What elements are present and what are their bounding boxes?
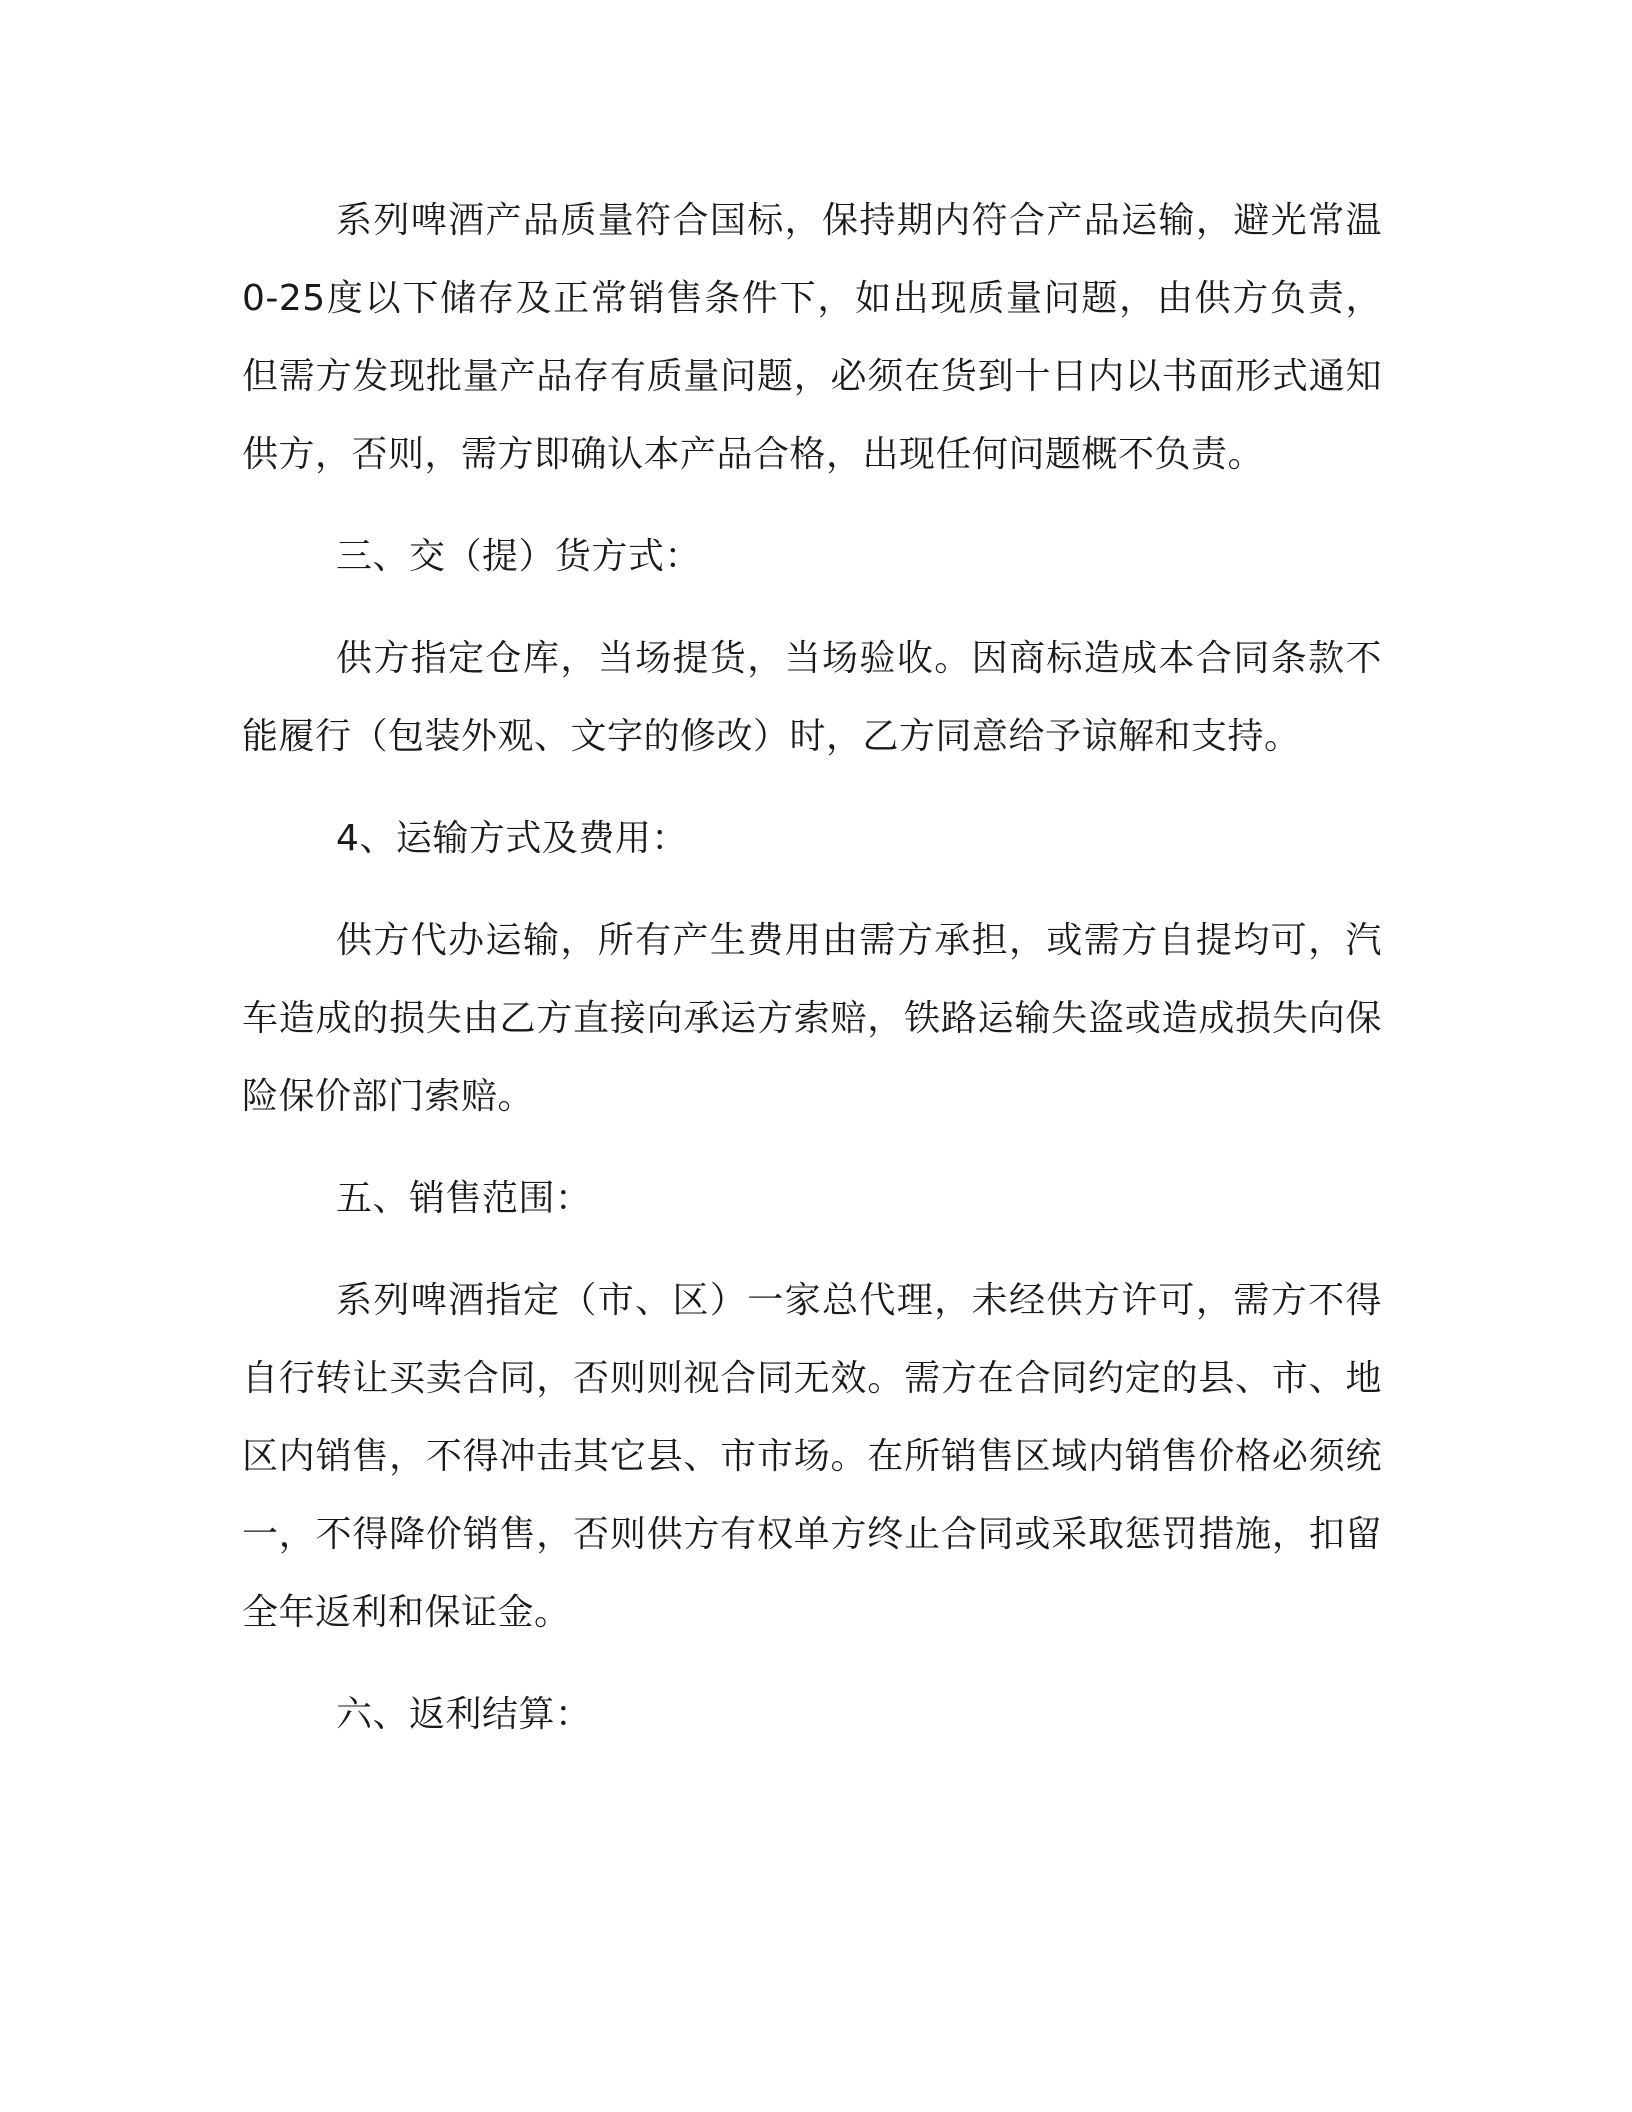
section-heading-sales-scope: 五、销售范围： bbox=[336, 1178, 592, 1219]
paragraph-spacer bbox=[242, 776, 1382, 800]
paragraph-spacer bbox=[242, 1136, 1382, 1160]
document-body bbox=[242, 182, 1382, 1754]
section-heading-delivery: 三、交（提）货方式： bbox=[336, 536, 702, 577]
delivery-terms-paragraph: 供方指定仓库，当场提货，当场验收。因商标造成本合同条款不能履行（包装外观、文字的修改）时，乙方同意给予谅解和支持。 bbox=[242, 638, 1382, 757]
paragraph-spacer bbox=[242, 878, 1382, 902]
paragraph-spacer bbox=[242, 1238, 1382, 1262]
paragraph-spacer bbox=[242, 596, 1382, 620]
paragraph-spacer bbox=[242, 494, 1382, 518]
section-heading-rebate: 六、返利结算： bbox=[336, 1694, 592, 1735]
transport-terms-paragraph: 供方代办运输，所有产生费用由需方承担，或需方自提均可，汽车造成的损失由乙方直接向承运方索赔，铁路运输失盗或造成损失向保险保价部门索赔。 bbox=[242, 920, 1382, 1117]
quality-terms-paragraph: 系列啤酒产品质量符合国标，保持期内符合产品运输，避光常温0-25度以下储存及正常销售条件下，如出现质量问题，由供方负责，但需方发现批量产品存有质量问题，必须在货到十日内以书面形式通知供方，否则，需方即确认本产品合格，出现任何问题概不负责。 bbox=[242, 200, 1382, 475]
sales-scope-paragraph: 系列啤酒指定（市、区）一家总代理，未经供方许可，需方不得自行转让买卖合同，否则则视合同无效。需方在合同约定的县、市、地区内销售，不得冲击其它县、市市场。在所销售区域内销售价格必须统一，不得降价销售，否则供方有权单方终止合同或采取惩罚措施，扣留全年返利和保证金。 bbox=[242, 1280, 1382, 1633]
paragraph-spacer bbox=[242, 1652, 1382, 1676]
section-heading-transport: 4、运输方式及费用： bbox=[336, 818, 688, 859]
